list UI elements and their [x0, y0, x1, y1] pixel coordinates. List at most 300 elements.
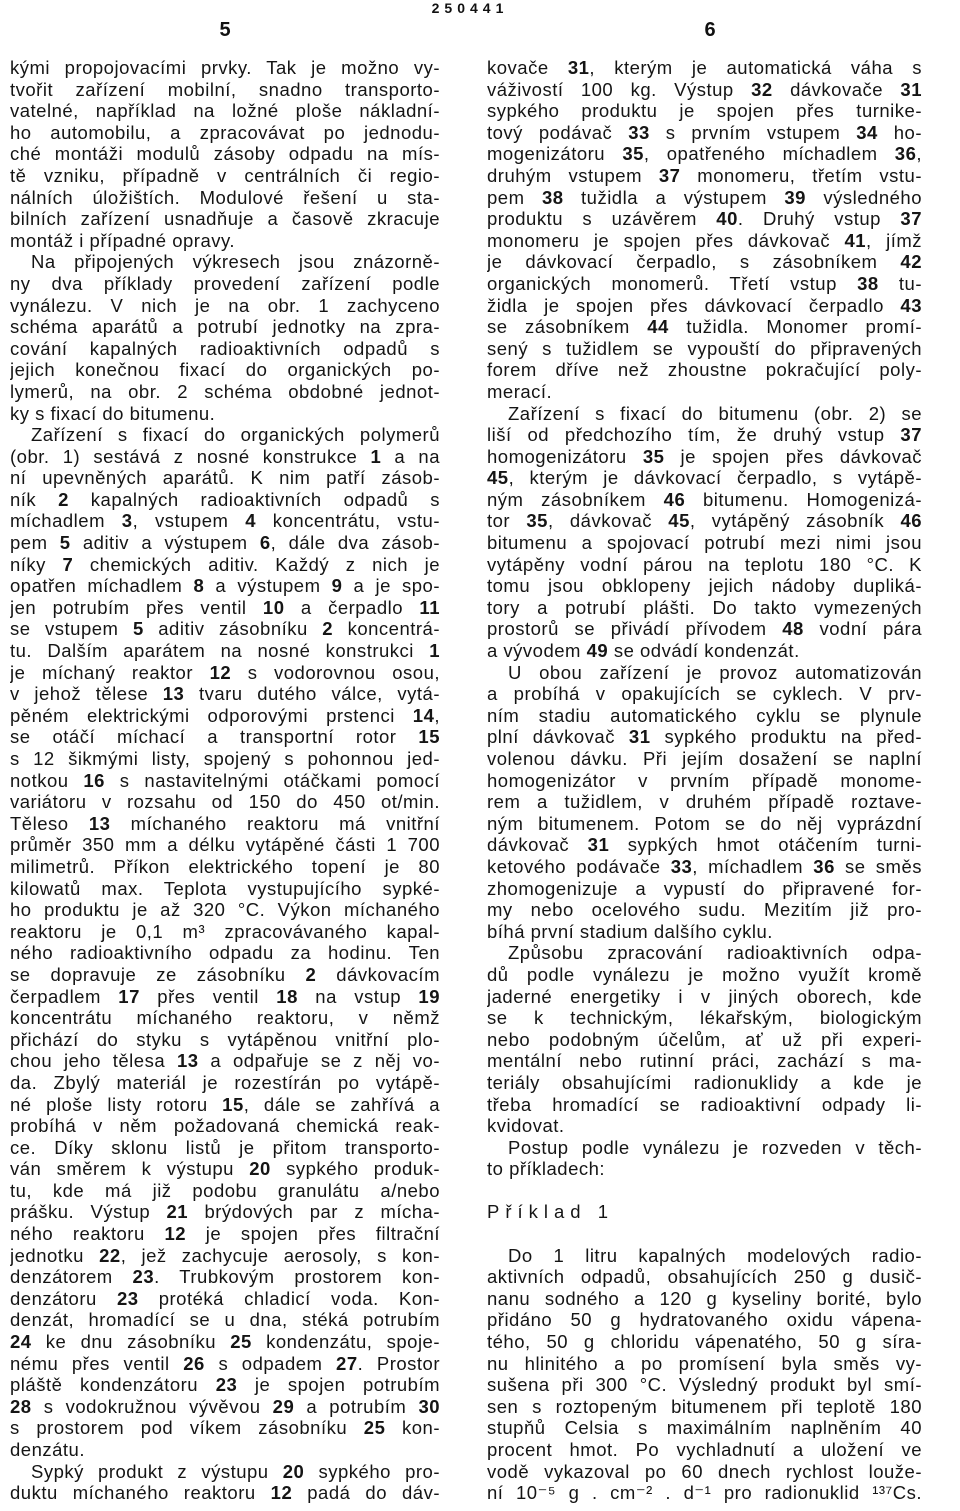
text-line — [487, 208, 922, 230]
text-line — [487, 856, 922, 878]
text-run: Zařízení s fixací do organických polymerů — [31, 424, 440, 446]
text-run: probíhá v něm požadovaná chemická reak- — [10, 1115, 440, 1137]
text-line — [487, 1072, 922, 1094]
text-run: schéma aparátů a potrubí jednotky na zpra- — [10, 316, 440, 338]
text-run: kovače — [487, 57, 568, 78]
text-line — [10, 662, 440, 684]
text-run: ným zásobníkem — [487, 488, 664, 510]
text-run: bitumenu a spojovací potrubí mezi nimi jsou — [487, 532, 922, 554]
reference-numeral: 41 — [844, 229, 867, 251]
reference-numeral: 33 — [670, 855, 693, 877]
text-run: čerpadlem — [10, 985, 119, 1007]
text-line — [10, 165, 440, 187]
text-run: ní 10⁻⁵ g . cm⁻² . d⁻¹ pro radionuklid ¹³⁷Cs. — [487, 1482, 922, 1504]
reference-numeral: 1 — [370, 445, 382, 467]
text-run: a odpařuje se z něj vo- — [198, 1050, 440, 1072]
text-run: teriály obsahujícími radionuklidy a kde je — [487, 1071, 922, 1093]
text-run: vynálezu. V nich je na obr. 1 zachyceno — [10, 294, 440, 316]
text-run: se zásobníkem — [487, 316, 648, 338]
text-run: kilowatů max. Teplota vystupujícího sypké- — [10, 877, 440, 899]
text-run: bíhá první stadium dalšího cyklu. — [487, 920, 773, 942]
text-run: volenou dávku. Při jejím dosažení se naplní — [487, 748, 922, 769]
text-line — [10, 618, 440, 640]
text-line — [10, 856, 440, 878]
text-run: tu- — [878, 272, 922, 294]
reference-numeral: 31 — [587, 834, 610, 856]
reference-numeral: 2 — [322, 618, 334, 640]
text-line — [487, 1353, 922, 1375]
text-run: tomu jsou obklopeny jejich nádoby dupliká- — [487, 575, 922, 597]
text-run: zhomogenizuje a vypustí do připravené for- — [487, 877, 922, 899]
text-line — [487, 1396, 922, 1418]
text-run: , vstupem — [132, 510, 246, 532]
text-run: se k technickým, lékařským, biologickým — [487, 1007, 922, 1029]
text-line — [487, 726, 922, 748]
text-run: dávkovače — [772, 78, 901, 100]
text-run: s prvním vstupem — [649, 121, 857, 143]
text-line — [10, 1094, 440, 1116]
text-run: aktivních odpadů, obsahujících 250 g dusič- — [487, 1266, 922, 1288]
text-run: přichází do styku s vytápěnou vnitřní plo- — [10, 1028, 440, 1050]
reference-numeral: 2 — [305, 963, 317, 985]
reference-numeral: 17 — [118, 985, 140, 1007]
text-line — [487, 187, 922, 209]
text-line — [10, 640, 440, 662]
text-line — [487, 748, 922, 770]
reference-numeral: 38 — [857, 272, 879, 294]
text-line — [10, 532, 440, 554]
text-run: míchaného reaktoru má vnitřní — [110, 812, 440, 834]
text-line — [10, 1309, 440, 1331]
text-run: ván směrem k výstupu — [10, 1158, 250, 1180]
text-run: ky s fixací do bitumenu. — [10, 402, 216, 424]
text-run: vodě vykazoval po 60 dnech rychlost louže- — [487, 1460, 922, 1482]
text-line — [487, 165, 922, 187]
left-column — [10, 57, 440, 1509]
text-run: s 12 šikmými listy, spojený s pohonnou jed- — [10, 748, 440, 769]
text-line — [10, 597, 440, 619]
text-run: ník — [10, 488, 59, 510]
text-line — [10, 251, 440, 273]
text-run: , jež zachycuje aerosoly, s kon- — [120, 1244, 440, 1266]
text-line — [10, 1223, 440, 1245]
reference-numeral: 20 — [282, 1460, 305, 1482]
reference-numeral: 38 — [541, 186, 564, 208]
text-line — [487, 597, 922, 619]
text-line — [487, 899, 922, 921]
text-run: stupňů Celsia s maximálním naplněním 40 — [487, 1417, 922, 1439]
text-line — [487, 424, 922, 446]
reference-numeral: 2 — [58, 488, 69, 510]
text-line — [10, 554, 440, 576]
text-run: jaderné energetiky i v jiných oborech, kde — [487, 985, 922, 1007]
text-run: . Druhý vstup — [737, 208, 901, 230]
text-line — [10, 57, 440, 79]
reference-numeral: 13 — [88, 812, 111, 834]
text-run: , vytápěný zásobník — [689, 510, 901, 532]
text-run: kvidovat. — [487, 1115, 565, 1137]
text-run: , kterým je dávkovací čerpadlo, s vytápě- — [508, 467, 922, 489]
text-run: sený s tužidlem se vypouští do připravených — [487, 337, 922, 359]
text-run: chou jeho tělesa — [10, 1050, 177, 1072]
text-run: míchadlem — [10, 510, 122, 532]
reference-numeral: 24 — [10, 1331, 32, 1353]
text-run: kon- — [385, 1417, 440, 1439]
reference-numeral: 36 — [894, 143, 917, 165]
patent-number: 250441 — [431, 0, 509, 16]
text-run: nanu sodného a 120 g kyseliny borité, bylo — [487, 1287, 922, 1309]
text-run: sypkých hmot otáčením turni- — [609, 834, 922, 856]
text-run: tu, kde má již podobu granulátu a/nebo — [10, 1179, 440, 1201]
text-run: se dopravuje ze zásobníku — [10, 963, 306, 985]
text-line — [487, 230, 922, 252]
example-heading: Příklad 1 — [487, 1201, 615, 1223]
paragraph — [10, 57, 440, 251]
text-run: nu hlinitého a po promísení byla směs vy- — [487, 1352, 922, 1374]
reference-numeral: 27 — [336, 1352, 358, 1374]
text-run: váživostí 100 kg. Výstup — [487, 78, 752, 100]
text-run: , dále dva zásob- — [270, 532, 440, 554]
text-line — [10, 1396, 440, 1418]
text-line — [10, 273, 440, 295]
text-run: se směs — [834, 855, 922, 877]
text-line — [10, 1245, 440, 1267]
paragraph — [487, 662, 922, 943]
reference-numeral: 45 — [487, 467, 509, 489]
text-run: a probíhá v opakujících se cyklech. V prv- — [487, 683, 922, 705]
text-line — [10, 316, 440, 338]
text-run: sypkého produktu na před- — [650, 726, 922, 748]
text-line — [10, 143, 440, 165]
reference-numeral: 7 — [62, 553, 74, 575]
text-run: . Trubkovým prostorem kon- — [154, 1266, 440, 1288]
text-run: je spojen přes dávkovač — [664, 445, 922, 467]
reference-numeral: 12 — [270, 1482, 293, 1504]
text-run: ho- — [877, 121, 922, 143]
text-run: kondenzátu, spoje- — [251, 1331, 440, 1353]
text-run: ným bitumenem. Potom se do něj vyprázdní — [487, 812, 922, 834]
text-line — [487, 122, 922, 144]
text-run: kými propojovacími prvky. Tak je možno vy- — [10, 57, 440, 78]
reference-numeral: 23 — [215, 1374, 238, 1396]
text-line — [487, 338, 922, 360]
reference-numeral: 37 — [900, 208, 922, 230]
text-line — [487, 295, 922, 317]
text-run: je spojen přes filtrační — [186, 1223, 440, 1245]
text-line — [10, 1201, 440, 1223]
text-line — [10, 575, 440, 597]
text-run: monomeru, třetím vstu- — [680, 164, 922, 186]
text-run: prášku. Výstup — [10, 1201, 167, 1223]
text-line — [487, 489, 922, 511]
text-run: opatřen míchadlem — [10, 575, 194, 597]
reference-numeral: 40 — [716, 208, 738, 230]
text-run: duktu míchaného reaktoru — [10, 1482, 271, 1504]
text-run: da. Zbylý materiál je rozestírán po vytápě- — [10, 1071, 440, 1093]
text-run: s vodokružnou vývěvou — [31, 1395, 273, 1417]
text-line — [487, 1288, 922, 1310]
paragraph — [487, 57, 922, 403]
text-line — [10, 1029, 440, 1051]
text-line — [10, 122, 440, 144]
text-line — [10, 208, 440, 230]
text-line — [10, 791, 440, 813]
reference-numeral: 25 — [363, 1417, 386, 1439]
text-run: produktu s uzávěrem — [487, 208, 717, 230]
text-run: brýdových par z mícha- — [188, 1201, 440, 1223]
reference-numeral: 35 — [622, 143, 644, 165]
reference-numeral: 10 — [262, 596, 285, 618]
text-run: , jímž — [866, 229, 922, 251]
text-line — [10, 964, 440, 986]
text-line — [487, 662, 922, 684]
text-run: nému přes ventil — [10, 1352, 184, 1374]
text-line — [487, 467, 922, 489]
reference-numeral: 13 — [176, 1050, 199, 1072]
reference-numeral: 3 — [121, 510, 133, 532]
text-line — [10, 1050, 440, 1072]
text-line — [10, 510, 440, 532]
reference-numeral: 9 — [331, 575, 343, 597]
text-line — [487, 403, 922, 425]
reference-numeral: 35 — [642, 445, 665, 467]
text-line — [10, 1353, 440, 1375]
text-run: je dávkovací čerpadlo, s zásobníkem — [487, 251, 901, 273]
text-line — [10, 381, 440, 403]
reference-numeral: 20 — [249, 1158, 271, 1180]
text-run: Postup podle vynálezu je rozveden v těch- — [508, 1136, 922, 1158]
text-run: rem a tužidlem, v druhém případě roztave- — [487, 791, 922, 813]
text-line — [10, 295, 440, 317]
text-line — [487, 359, 922, 381]
right-column — [487, 57, 922, 1509]
text-run: třeba hromadící se radioaktivní odpady li- — [487, 1093, 922, 1115]
text-line — [487, 1094, 922, 1116]
text-run: tový podávač — [487, 121, 629, 143]
reference-numeral: 30 — [418, 1395, 440, 1417]
text-run: mentální nebo rutinní práci, zachází s ma- — [487, 1050, 922, 1072]
text-run: s nastavitelnými otáčkami pomocí — [104, 769, 440, 791]
text-line — [10, 1439, 440, 1461]
paragraph — [10, 251, 440, 424]
text-run: denzátu. — [10, 1439, 85, 1460]
reference-numeral: 19 — [418, 985, 440, 1007]
text-run: , — [434, 704, 440, 726]
text-line — [10, 1288, 440, 1310]
text-line — [10, 1331, 440, 1353]
reference-numeral: 23 — [132, 1266, 155, 1288]
text-run: merací. — [487, 380, 553, 402]
text-run: , dávkovač — [547, 510, 669, 532]
text-run: jen potrubím přes ventil — [10, 596, 263, 618]
text-run: cování kapalných radioaktivních odpadů s — [10, 337, 440, 359]
reference-numeral: 33 — [628, 121, 650, 143]
reference-numeral: 8 — [193, 575, 205, 597]
text-run: a vývodem — [487, 640, 587, 662]
text-line — [487, 964, 922, 986]
text-line — [10, 489, 440, 511]
text-line — [487, 510, 922, 532]
text-run: ché montáži modulů zásoby odpadu na mís- — [10, 143, 440, 165]
text-line — [487, 1439, 922, 1461]
text-run: nebo podobným účelům, ať už při experi- — [487, 1028, 922, 1050]
text-line — [10, 1266, 440, 1288]
paragraph — [487, 942, 922, 1136]
text-line — [10, 1007, 440, 1029]
text-line — [10, 1115, 440, 1137]
text-line — [10, 187, 440, 209]
text-line — [10, 770, 440, 792]
text-line — [487, 1115, 922, 1137]
text-run: , kterým je automatická váha s — [589, 57, 922, 78]
text-run: je spojen potrubím — [237, 1374, 440, 1396]
text-run: výsledného — [805, 186, 922, 208]
text-line — [487, 705, 922, 727]
text-run: ho produktu je až 320 °C. Výkon míchaného — [10, 899, 440, 921]
reference-numeral: 22 — [99, 1244, 121, 1266]
text-line — [487, 1374, 922, 1396]
text-line — [487, 381, 922, 403]
reference-numeral: 25 — [230, 1331, 252, 1353]
text-line — [487, 640, 922, 662]
text-run: denzát, hromadící se u dna, stéká potrubím — [10, 1309, 440, 1331]
text-line — [10, 683, 440, 705]
reference-numeral: 23 — [116, 1287, 139, 1309]
text-run: forem dříve než zhoustne pokračující poly- — [487, 359, 922, 381]
reference-numeral: 32 — [751, 78, 773, 100]
text-line — [10, 338, 440, 360]
text-run: je míchaný reaktor — [10, 661, 210, 683]
text-run: sušena při 300 °C. Výsledný produkt byl smí- — [487, 1374, 922, 1396]
text-run: organických monomerů. Třetí vstup — [487, 272, 858, 294]
text-line — [487, 273, 922, 295]
reference-numeral: 43 — [900, 294, 922, 316]
text-run: sen s roztopeným bitumenem při teplotě 180 — [487, 1395, 922, 1417]
text-run: dávkovacím — [316, 963, 440, 985]
reference-numeral: 11 — [419, 596, 440, 618]
text-run: denzátorem — [10, 1266, 133, 1288]
text-run: reaktoru je 0,1 m³ zpracovávaného kapal- — [10, 920, 440, 942]
reference-numeral: 21 — [166, 1201, 189, 1223]
text-run: jejich konečnou fixací do organických po- — [10, 359, 440, 381]
text-run: bilních zařízení usnadňuje a časově zkracuje — [10, 208, 440, 230]
paragraph — [487, 1245, 922, 1504]
text-run: tvořit zařízení mobilní, snadno transporto- — [10, 78, 440, 100]
text-run: dů podle vynálezu je možno využít kromě — [487, 963, 922, 985]
text-line — [10, 1374, 440, 1396]
text-run: protéká chladicí voda. Kon- — [138, 1287, 440, 1309]
text-run: druhým vstupem — [487, 164, 659, 186]
text-line — [10, 446, 440, 468]
reference-numeral: 6 — [259, 532, 271, 554]
reference-numeral: 37 — [900, 424, 922, 446]
text-line — [10, 705, 440, 727]
text-line — [487, 79, 922, 101]
text-run: a výstupem — [204, 575, 332, 597]
reference-numeral: 39 — [784, 186, 806, 208]
text-run: denzátoru — [10, 1287, 117, 1309]
text-run: , míchadlem — [692, 855, 814, 877]
text-run: ním stadiu automatického cyklu se plynule — [487, 704, 922, 726]
text-run: pěném elektrickými odporovými prstenci — [10, 704, 413, 726]
text-run: prostorů se přivádí přívodem — [487, 618, 783, 640]
text-run: aditiv zásobníku — [143, 618, 323, 640]
reference-numeral: 35 — [526, 510, 548, 532]
text-run: a potrubím — [294, 1395, 419, 1417]
text-run: , opatřeného míchadlem — [643, 143, 895, 165]
text-run: ného radioaktivního odpadu za hodinu. Ten — [10, 942, 440, 964]
reference-numeral: 4 — [245, 510, 257, 532]
text-run: pem — [487, 186, 542, 208]
text-run: vatelné, například na ložné ploše nákladní- — [10, 100, 440, 122]
text-run: montáž i případné opravy. — [10, 229, 236, 251]
paragraph — [10, 1461, 440, 1504]
text-run: ketového podávače — [487, 855, 671, 877]
text-line — [10, 100, 440, 122]
text-line — [487, 791, 922, 813]
text-run: Do 1 litru kapalných modelových radio- — [508, 1244, 922, 1266]
text-run: chemických aditiv. Každý z nich je — [73, 553, 440, 575]
text-run: sypkého produk- — [270, 1158, 440, 1180]
text-line — [10, 1158, 440, 1180]
text-line — [10, 921, 440, 943]
text-line — [10, 1417, 440, 1439]
text-line — [487, 1482, 922, 1504]
text-run: Na připojených výkresech jsou znázorně- — [31, 251, 440, 273]
text-run: vytápěny vodní párou na teplotu 180 °C. K — [487, 553, 922, 575]
text-run: procent hmot. Po vychladnutí a uložení ve — [487, 1439, 922, 1460]
text-line — [487, 1007, 922, 1029]
text-line — [487, 1050, 922, 1072]
reference-numeral: 13 — [162, 683, 185, 705]
text-run: tě vzniku, případně v centrálních či regio- — [10, 164, 440, 186]
text-run: tvaru dutého válce, vytá- — [184, 683, 440, 705]
text-line — [10, 1072, 440, 1094]
text-run: a je spo- — [342, 575, 440, 597]
text-run: tužidla. Monomer promí- — [668, 316, 922, 338]
text-line — [10, 424, 440, 446]
text-line — [487, 532, 922, 554]
text-run: dávkovač — [487, 834, 588, 856]
text-run: pláště kondenzátoru — [10, 1374, 216, 1396]
reference-numeral: 45 — [668, 510, 690, 532]
text-run: a čerpadlo — [284, 596, 420, 618]
text-run: ce. Díky sklonu listů je přitom transporto- — [10, 1136, 440, 1158]
text-line — [487, 1331, 922, 1353]
text-line — [487, 618, 922, 640]
text-run: tého, 50 g chloridu vápenatého, 50 g síra- — [487, 1331, 922, 1353]
text-run: sypkého pro- — [304, 1460, 440, 1482]
reference-numeral: 37 — [658, 164, 681, 186]
text-run: mogenizátoru — [487, 143, 623, 165]
reference-numeral: 18 — [276, 985, 298, 1007]
text-run: se vstupem — [10, 618, 133, 640]
reference-numeral: 26 — [183, 1352, 205, 1374]
page-number-left: 5 — [219, 19, 231, 41]
paragraph — [487, 403, 922, 662]
paragraph — [487, 1137, 922, 1180]
reference-numeral: 12 — [209, 661, 232, 683]
text-line — [487, 1266, 922, 1288]
text-run: na vstup — [297, 985, 419, 1007]
text-run: ho automobilu, a zpracovávat po jednodu- — [10, 121, 440, 143]
reference-numeral: 15 — [222, 1093, 244, 1115]
text-run: padá do dáv- — [292, 1482, 440, 1504]
text-line — [487, 446, 922, 468]
text-run: . Prostor — [357, 1352, 440, 1374]
text-line — [487, 1158, 922, 1180]
text-line — [487, 1245, 922, 1267]
